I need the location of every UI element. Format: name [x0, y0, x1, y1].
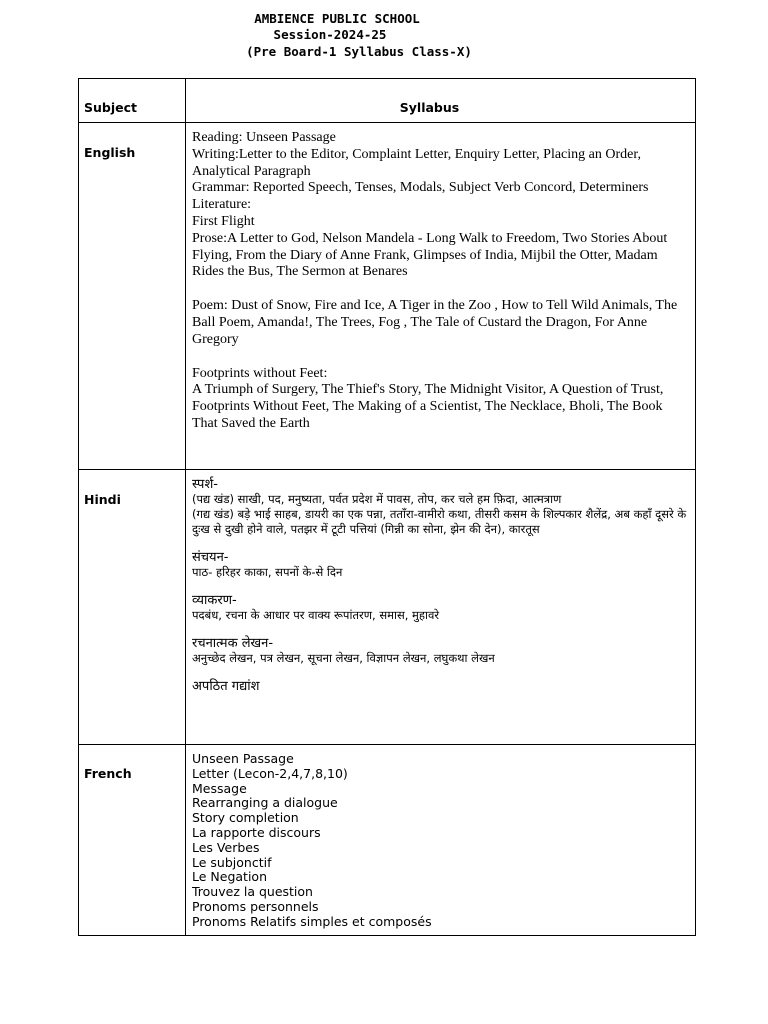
table-header-row — [79, 79, 696, 123]
french-item: Unseen Passage — [192, 751, 294, 766]
subject-column-header: Subject — [84, 100, 137, 115]
french-subject-cell — [79, 745, 186, 936]
hindi-syllabus-cell — [186, 470, 696, 745]
hindi-vyakaran: पदबंध, रचना के आधार पर वाक्य रूपांतरण, समास, मुहावरे — [192, 608, 440, 622]
french-item: Pronoms Relatifs simples et composés — [192, 913, 432, 929]
english-footprints: A Triumph of Surgery, The Thief's Story, The Midnight Visitor, A Question of Trust, Footprints Without Feet, The Making of a Scientist, The Necklace, Bholi, The Book That Saved the Earth — [192, 382, 664, 431]
hindi-sanchayan-title: संचयन- — [192, 550, 229, 565]
english-subject-cell — [79, 123, 186, 470]
english-syllabus — [192, 123, 691, 433]
french-item: Le Negation — [192, 869, 267, 885]
hindi-subject: Hindi — [84, 492, 121, 507]
french-row — [79, 745, 696, 936]
english-line: Writing:Letter to the Editor, Complaint Letter, Enquiry Letter, Placing an Order, Analytical Paragraph — [192, 146, 641, 179]
hindi-sparsh-title: स्पर्श- — [192, 477, 218, 492]
french-item: La rapporte discours — [192, 824, 321, 840]
french-subject: French — [84, 766, 132, 781]
french-item: Le subjonctif — [192, 854, 272, 870]
french-item: Rearranging a dialogue — [192, 795, 338, 811]
session-label: Session-2024-25 — [273, 27, 387, 42]
english-footprints-title: Footprints without Feet: — [192, 365, 328, 381]
syllabus-table — [78, 78, 696, 936]
hindi-apathit: अपठित गद्यांश — [192, 679, 260, 694]
syllabus-column-header: Syllabus — [399, 100, 460, 115]
hindi-syllabus — [192, 470, 691, 694]
hindi-rachnatmak-title: रचनात्मक लेखन- — [192, 636, 274, 651]
hindi-gadya: (गद्य खंड) बड़े भाई साहब, डायरी का एक पन्ना, तताँरा-वामीरो कथा, तीसरी कसम के शिल्पकार शैलेंद्र, अब कहाँ दूसरे के दुःख से दुखी होने वाले, पतझर में टूटी पत्तियां (गिन्नी का सोना, झेन की देन), कारतूस — [192, 507, 687, 536]
english-poem: Poem: Dust of Snow, Fire and Ice, A Tiger in the Zoo , How to Tell Wild Animals, The Ball Poem, Amanda!, The Trees, Fog , The Tale of Custard the Dragon, For Anne Gregory — [192, 298, 678, 347]
french-syllabus — [192, 745, 691, 930]
english-row — [79, 123, 696, 470]
french-item: Trouvez la question — [192, 884, 313, 900]
english-line: First Flight — [192, 213, 255, 229]
french-item: Letter (Lecon-2,4,7,8,10) — [192, 765, 348, 781]
hindi-padya: (पद्य खंड) साखी, पद, मनुष्यता, पर्वत प्रदेश में पावस, तोप, कर चले हम फ़िदा, आत्मत्राण — [192, 492, 562, 506]
syllabus-column-header-cell — [186, 79, 696, 123]
hindi-sanchayan: पाठ- हरिहर काका, सपनों के-से दिन — [192, 565, 343, 579]
french-item: Story completion — [192, 810, 299, 826]
hindi-row — [79, 470, 696, 745]
french-syllabus-cell — [186, 745, 696, 936]
school-name: AMBIENCE PUBLIC SCHOOL — [254, 11, 420, 26]
english-line: Prose:A Letter to God, Nelson Mandela - Long Walk to Freedom, Two Stories About Flying, From the Diary of Anne Frank, Glimpses of India, Mijbil the Otter, Madam Rides the Bus, The Sermon at Benares — [192, 230, 668, 280]
french-item: Les Verbes — [192, 839, 260, 855]
hindi-subject-cell — [79, 470, 186, 745]
english-line: Literature: — [192, 197, 252, 213]
subject-column-header-cell — [79, 79, 186, 123]
hindi-rachnatmak: अनुच्छेद लेखन, पत्र लेखन, सूचना लेखन, विज्ञापन लेखन, लघुकथा लेखन — [192, 651, 495, 665]
hindi-vyakaran-title: व्याकरण- — [192, 593, 237, 608]
english-line: Reading: Unseen Passage — [192, 130, 336, 145]
french-item: Pronoms personnels — [192, 898, 319, 914]
english-line: Grammar: Reported Speech, Tenses, Modals, Subject Verb Concord, Determiners — [192, 180, 649, 196]
french-item: Message — [192, 780, 247, 796]
exam-title: (Pre Board-1 Syllabus Class-X) — [246, 44, 472, 59]
english-syllabus-cell — [186, 123, 696, 470]
english-subject: English — [84, 145, 136, 160]
